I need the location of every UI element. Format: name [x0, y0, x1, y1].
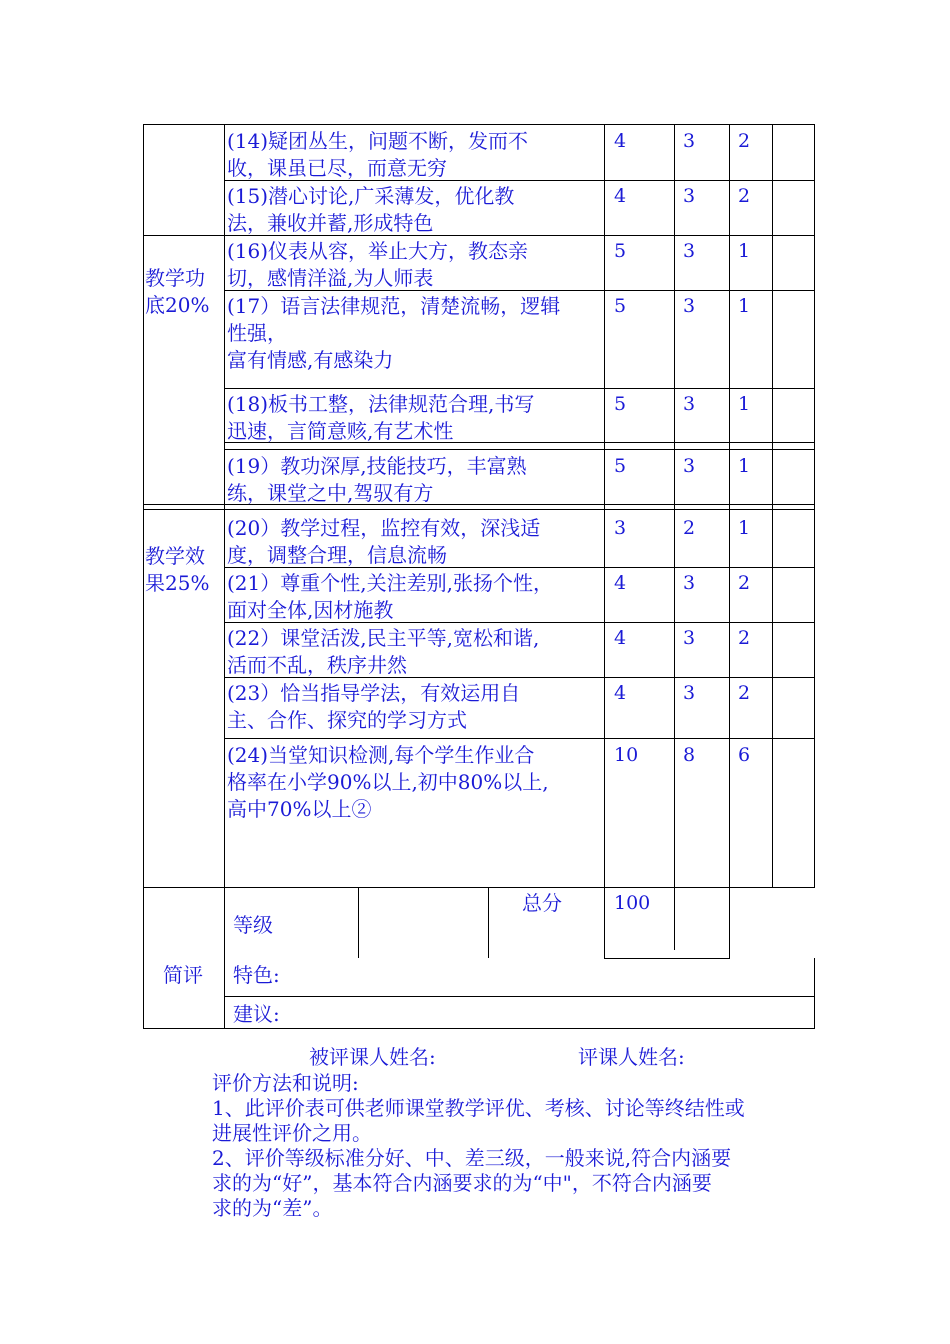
score-mid: 3 [683, 682, 696, 704]
score-good: 5 [614, 393, 627, 415]
row-line [224, 738, 815, 739]
grade-divider-2 [488, 888, 489, 958]
score-mid: 3 [683, 627, 696, 649]
score-good: 4 [614, 572, 627, 594]
suggest-label: 建议: [233, 1002, 280, 1026]
row-line [224, 449, 815, 450]
score-poor: 1 [738, 517, 751, 539]
score-mid: 3 [683, 185, 696, 207]
score-good: 5 [614, 240, 627, 262]
evaluatee-name-label: 被评课人姓名: [309, 1045, 436, 1069]
total-value: 100 [614, 892, 651, 914]
grade-row-top [143, 887, 815, 888]
notes-line: 求的为“差”。 [212, 1196, 333, 1220]
criterion-19: (19）教功深厚,技能技巧，丰富熟 练，课堂之中,驾驭有方 [227, 454, 527, 505]
total-box-bottom [604, 958, 730, 959]
score-poor: 1 [738, 455, 751, 477]
criterion-16: (16)仪表从容，举止大方，教态亲 切，感情洋溢,为人师表 [227, 239, 529, 290]
category-divider [224, 124, 225, 1029]
notes-line: 求的为“好”，基本符合内涵要求的为“中"，不符合内涵要 [212, 1171, 712, 1195]
row-line [224, 388, 815, 389]
score-mid: 3 [683, 240, 696, 262]
score-mid: 3 [683, 393, 696, 415]
section-line [143, 509, 815, 510]
score-good: 5 [614, 455, 627, 477]
criterion-21: (21）尊重个性,关注差别,张扬个性， 面对全体,因材施教 [227, 571, 553, 622]
criterion-22: (22）课堂活泼,民主平等,宽松和谐, 活而不乱，秩序井然 [227, 626, 540, 677]
criterion-23: (23）恰当指导学法，有效运用自 主、合作、探究的学习方式 [227, 681, 521, 732]
notes-heading: 评价方法和说明: [212, 1071, 359, 1095]
score-mid: 2 [683, 517, 696, 539]
criterion-24: (24)当堂知识检测,每个学生作业合 格率在小学90%以上,初中80%以上, 高中70%以上② [227, 743, 549, 821]
score-poor: 1 [738, 295, 751, 317]
grade-divider-1 [358, 888, 359, 958]
table-border-top [143, 124, 815, 125]
criterion-15: (15)潜心讨论,广采薄发，优化教 法，兼收并蓄,形成特色 [227, 184, 515, 235]
evaluation-notes [212, 1071, 812, 1221]
score-good: 3 [614, 517, 627, 539]
item-divider [604, 124, 605, 958]
score-good: 4 [614, 627, 627, 649]
category-teaching-effect: 教学效 果25% [145, 544, 210, 595]
score-good: 4 [614, 185, 627, 207]
score-poor: 6 [738, 744, 751, 766]
score-poor: 2 [738, 572, 751, 594]
criterion-18: (18)板书工整，法律规范合理,书写 迅速，言简意赅,有艺术性 [227, 392, 535, 443]
criterion-17: (17）语言法律规范，清楚流畅，逻辑 性强， 富有情感,有感染力 [227, 294, 561, 372]
criterion-14: (14)疑团丛生，问题不断，发而不 收，课虽已尽，而意无穷 [227, 129, 529, 180]
score-mid: 8 [683, 744, 696, 766]
feature-label: 特色: [233, 963, 280, 987]
grade-label: 等级 [233, 913, 273, 937]
score-poor: 2 [738, 185, 751, 207]
table-border-right-lower [814, 958, 815, 1029]
brief-row-line [224, 996, 815, 997]
category-teaching-skills: 教学功 底20% [145, 266, 210, 317]
score-poor: 1 [738, 240, 751, 262]
notes-line: 1、此评价表可供老师课堂教学评优、考核、讨论等终结性或 [212, 1096, 745, 1120]
poor-divider [772, 124, 773, 888]
score-good: 10 [614, 744, 639, 766]
total-label: 总分 [522, 891, 562, 915]
score-mid: 3 [683, 130, 696, 152]
notes-line: 进展性评价之用。 [212, 1121, 372, 1145]
evaluator-name-label: 评课人姓名: [578, 1045, 685, 1069]
criterion-20: (20）教学过程，监控有效，深浅适 度，调整合理，信息流畅 [227, 516, 541, 567]
score-good: 5 [614, 295, 627, 317]
brief-label: 简评 [163, 963, 203, 987]
score-mid: 3 [683, 295, 696, 317]
table-border-left [143, 124, 144, 1029]
good-divider [674, 124, 675, 950]
score-mid: 3 [683, 455, 696, 477]
score-poor: 2 [738, 130, 751, 152]
score-good: 4 [614, 130, 627, 152]
mid-divider [729, 124, 730, 958]
table-border-bottom [143, 1028, 815, 1029]
score-poor: 1 [738, 393, 751, 415]
score-good: 4 [614, 682, 627, 704]
score-poor: 2 [738, 682, 751, 704]
score-poor: 2 [738, 627, 751, 649]
notes-line: 2、评价等级标准分好、中、差三级，一般来说,符合内涵要 [212, 1146, 732, 1170]
table-border-right [814, 124, 815, 888]
score-mid: 3 [683, 572, 696, 594]
